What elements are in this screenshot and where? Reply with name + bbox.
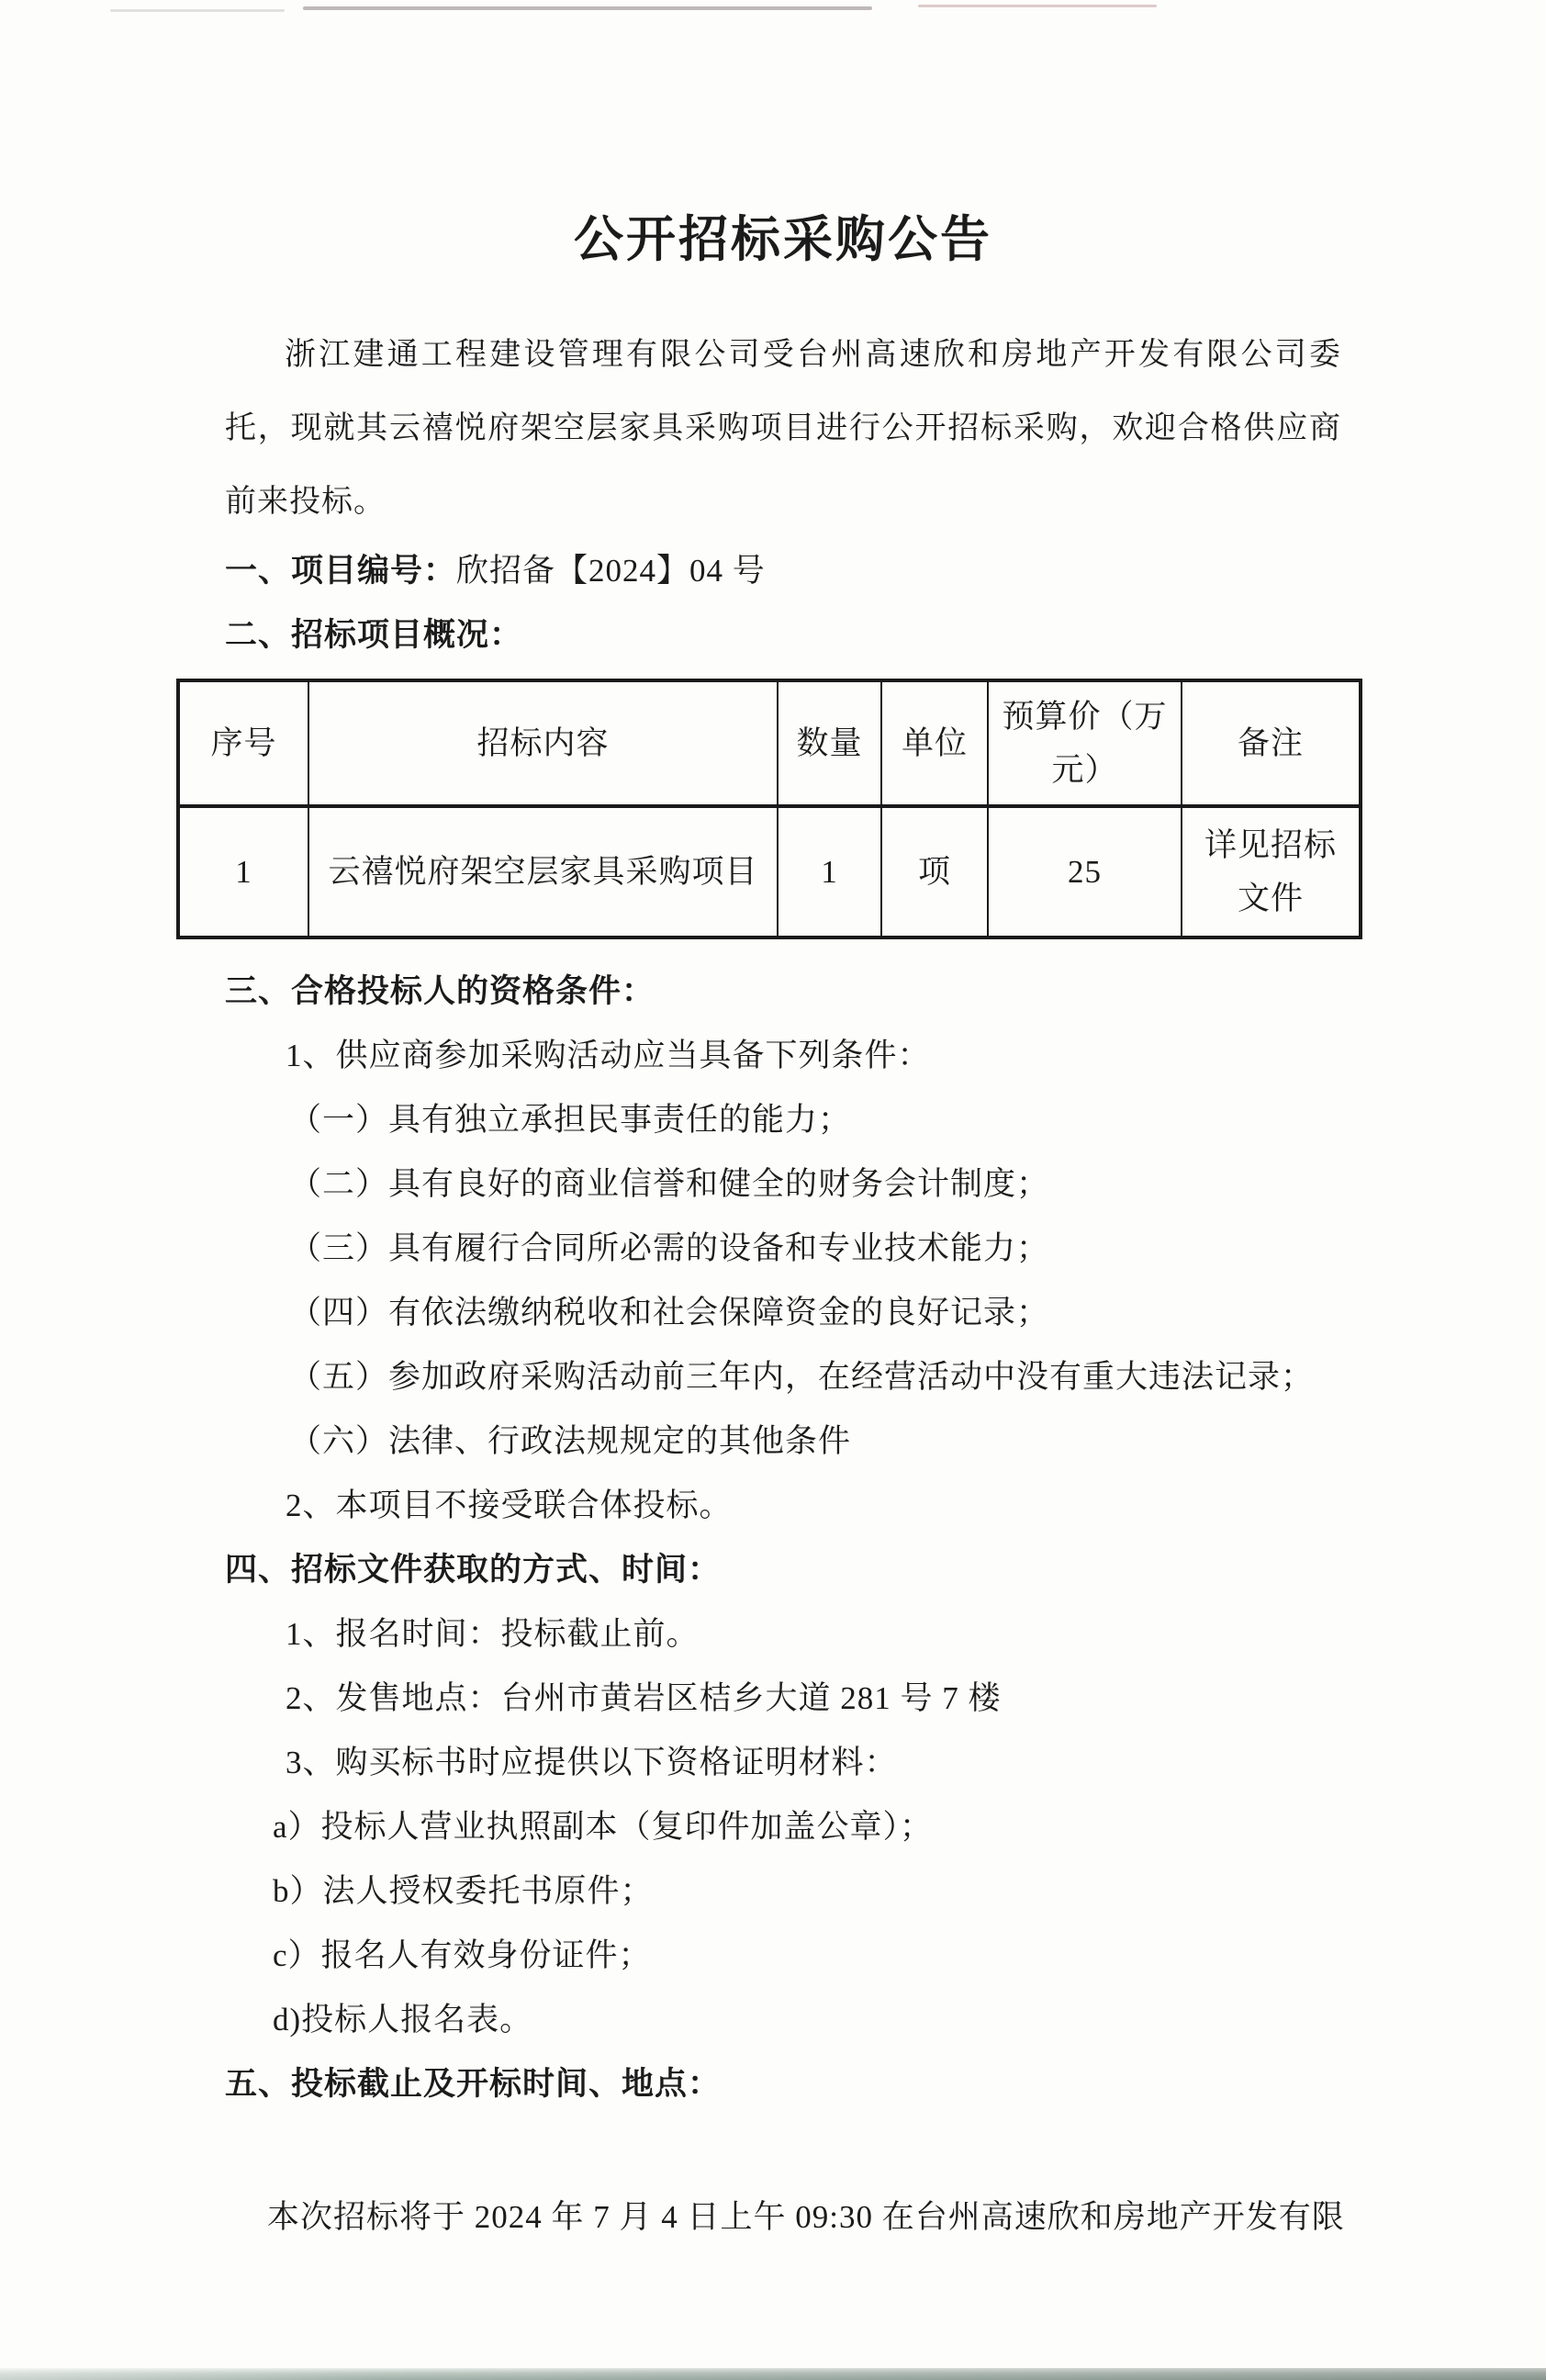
col-header-qty: 数量 bbox=[778, 680, 881, 806]
material-d-item: d)投标人报名表。 bbox=[273, 2002, 533, 2038]
document-title: 公开招标采购公告 bbox=[574, 212, 992, 267]
cell-qty: 1 bbox=[778, 806, 881, 937]
table-header-row bbox=[178, 680, 1361, 806]
scan-smudge-artifact bbox=[918, 5, 1157, 7]
project-number-value: 欣招备【2024】04 号 bbox=[456, 553, 766, 589]
closing-paragraph: 本次招标将于 2024 年 7 月 4 日上午 09:30 在台州高速欣和房地产开发有限 bbox=[267, 2199, 1345, 2236]
section-3-heading: 三、合格投标人的资格条件： bbox=[225, 973, 655, 1010]
col-header-seq: 序号 bbox=[178, 680, 308, 806]
no-consortium-item: 2、本项目不接受联合体投标。 bbox=[286, 1488, 733, 1524]
cell-budget: 25 bbox=[988, 806, 1182, 937]
section-1-project-number bbox=[225, 539, 1341, 603]
col-header-content: 招标内容 bbox=[308, 680, 778, 806]
scan-bottom-strip-artifact bbox=[0, 2368, 1546, 2380]
section-1-label: 一、项目编号： bbox=[225, 553, 457, 589]
section-2-heading: 二、招标项目概况： bbox=[225, 617, 523, 654]
document-content bbox=[0, 211, 1546, 2250]
material-c-item: c）报名人有效身份证件； bbox=[273, 1937, 652, 1974]
cell-seq: 1 bbox=[178, 806, 308, 937]
cell-content: 云禧悦府架空层家具采购项目 bbox=[308, 806, 778, 937]
section-5-heading: 五、投标截止及开标时间、地点： bbox=[225, 2066, 722, 2103]
col-header-note: 备注 bbox=[1182, 680, 1361, 806]
qualification-intro-item: 1、供应商参加采购活动应当具备下列条件： bbox=[286, 1038, 931, 1074]
qualification-condition-5: （五）参加政府采购活动前三年内，在经营活动中没有重大违法记录； bbox=[289, 1359, 1315, 1396]
sale-location-item: 2、发售地点：台州市黄岩区桔乡大道 281 号 7 楼 bbox=[286, 1680, 1002, 1717]
scan-smudge-artifact bbox=[303, 6, 872, 10]
intro-paragraph: 浙江建通工程建设管理有限公司受台州高速欣和房地产开发有限公司委托，现就其云禧悦府架空层家具采购项目进行公开招标采购，欢迎合格供应商前来投标。 bbox=[225, 338, 1341, 520]
col-header-unit: 单位 bbox=[881, 680, 988, 806]
section-4-heading: 四、招标文件获取的方式、时间： bbox=[225, 1552, 722, 1589]
scan-smudge-artifact bbox=[110, 9, 285, 12]
project-overview-table bbox=[176, 679, 1362, 939]
cell-note: 详见招标文件 bbox=[1182, 806, 1361, 937]
registration-time-item: 1、报名时间：投标截止前。 bbox=[286, 1616, 700, 1653]
required-materials-item: 3、购买标书时应提供以下资格证明材料： bbox=[286, 1745, 898, 1781]
qualification-condition-6: （六）法律、行政法规规定的其他条件 bbox=[289, 1423, 852, 1460]
qualification-condition-2: （二）具有良好的商业信誉和健全的财务会计制度； bbox=[289, 1166, 1050, 1203]
material-b-item: b）法人授权委托书原件； bbox=[273, 1873, 654, 1910]
qualification-condition-4: （四）有依法缴纳税收和社会保障资金的良好记录； bbox=[289, 1295, 1050, 1331]
table-row bbox=[178, 806, 1361, 937]
qualification-condition-1: （一）具有独立承担民事责任的能力； bbox=[289, 1102, 852, 1139]
qualification-condition-3: （三）具有履行合同所必需的设备和专业技术能力； bbox=[289, 1230, 1050, 1267]
cell-unit: 项 bbox=[881, 806, 988, 937]
col-header-budget: 预算价（万元） bbox=[988, 680, 1182, 806]
material-a-item: a）投标人营业执照副本（复印件加盖公章）； bbox=[273, 1809, 934, 1846]
